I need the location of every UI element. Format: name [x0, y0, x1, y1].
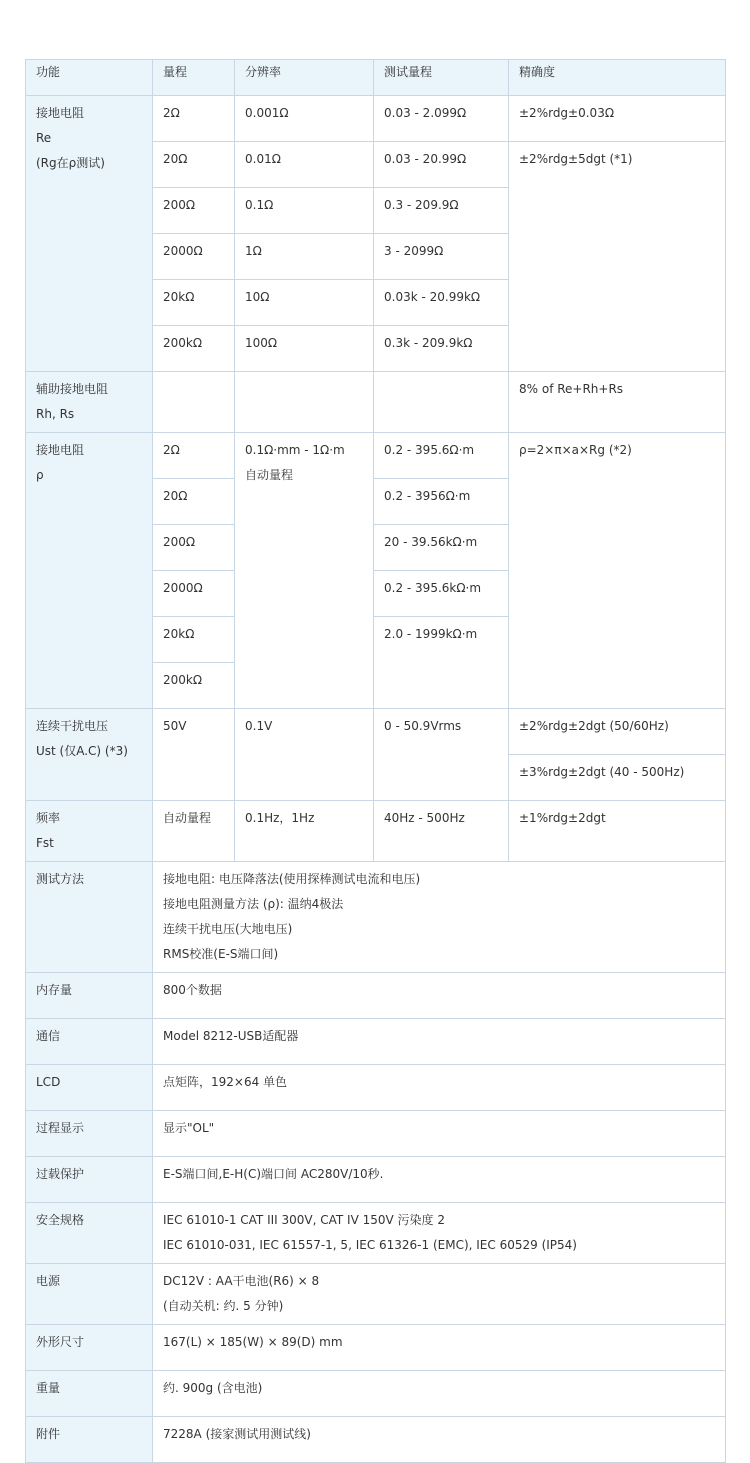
resolution-cell: 0.1Ω — [235, 188, 374, 234]
spec-label: 外形尺寸 — [26, 1325, 153, 1371]
spec-value — [153, 973, 726, 1019]
table-row — [26, 96, 726, 142]
spec-label: 过程显示 — [26, 1111, 153, 1157]
label-line: 辅助接地电阻 — [36, 382, 109, 396]
interference-label — [26, 709, 153, 801]
measuring-range-cell: 20 - 39.56kΩ·m — [374, 525, 509, 571]
frequency-label — [26, 801, 153, 862]
spec-label: 附件 — [26, 1417, 153, 1463]
range-cell: 2000Ω — [153, 234, 235, 280]
measuring-range-cell: 0.3 - 209.9Ω — [374, 188, 509, 234]
spec-row — [26, 1111, 726, 1157]
accuracy-cell: ±3%rdg±2dgt (40 - 500Hz) — [509, 755, 726, 801]
spec-row — [26, 1203, 726, 1264]
header-function: 功能 — [26, 60, 153, 96]
resolution-line: 0.1Ω·mm - 1Ω·m — [245, 443, 345, 457]
spec-value — [153, 862, 726, 973]
measuring-range-cell: 0.3k - 209.9kΩ — [374, 326, 509, 372]
resolution-cell: 0.001Ω — [235, 96, 374, 142]
spec-value — [153, 1325, 726, 1371]
accuracy-cell: 8% of Re+Rh+Rs — [509, 372, 726, 433]
resolution-cell: 0.01Ω — [235, 142, 374, 188]
spec-row — [26, 973, 726, 1019]
header-accuracy: 精确度 — [509, 60, 726, 96]
spec-value — [153, 1019, 726, 1065]
measuring-range-cell: 40Hz - 500Hz — [374, 801, 509, 862]
label-line: Ust (仅A.C) (*3) — [36, 744, 128, 758]
measuring-range-cell: 0.03k - 20.99kΩ — [374, 280, 509, 326]
accuracy-cell: ±2%rdg±2dgt (50/60Hz) — [509, 709, 726, 755]
measuring-range-cell: 2.0 - 1999kΩ·m — [374, 617, 509, 709]
spec-value-line: 约. 900g (含电池) — [163, 1381, 263, 1395]
range-cell — [153, 372, 235, 433]
range-cell: 20Ω — [153, 479, 235, 525]
spec-value-line: Model 8212-USB适配器 — [163, 1029, 299, 1043]
spec-value-line: 连续干扰电压(大地电压) — [163, 922, 293, 936]
resolution-cell: 100Ω — [235, 326, 374, 372]
resolution-cell — [235, 372, 374, 433]
resolution-cell: 0.1Hz，1Hz — [235, 801, 374, 862]
measuring-range-cell: 0.2 - 395.6kΩ·m — [374, 571, 509, 617]
label-line: ρ — [36, 468, 44, 482]
spec-value — [153, 1371, 726, 1417]
resolution-cell — [235, 433, 374, 709]
spec-value-line: (自动关机: 约. 5 分钟) — [163, 1299, 284, 1313]
header-row — [26, 60, 726, 96]
spec-label: 电源 — [26, 1264, 153, 1325]
spec-value-line: IEC 61010-1 CAT III 300V, CAT IV 150V 污染度 2 — [163, 1213, 445, 1227]
range-cell: 50V — [153, 709, 235, 801]
spec-value — [153, 1065, 726, 1111]
spec-value — [153, 1111, 726, 1157]
spec-value — [153, 1203, 726, 1264]
accuracy-cell: ρ=2×π×a×Rg (*2) — [509, 433, 726, 709]
measuring-range-cell: 3 - 2099Ω — [374, 234, 509, 280]
spec-value — [153, 1264, 726, 1325]
measuring-range-cell: 0.03 - 20.99Ω — [374, 142, 509, 188]
table-row — [26, 709, 726, 755]
resolution-cell: 0.1V — [235, 709, 374, 801]
range-cell: 200kΩ — [153, 326, 235, 372]
spec-row — [26, 1371, 726, 1417]
measuring-range-cell: 0.2 - 3956Ω·m — [374, 479, 509, 525]
spec-label: 内存量 — [26, 973, 153, 1019]
measuring-range-cell — [374, 372, 509, 433]
spec-value-line: 接地电阻测量方法 (ρ): 温纳4极法 — [163, 897, 344, 911]
spec-row — [26, 862, 726, 973]
spec-value-line: IEC 61010-031, IEC 61557-1, 5, IEC 61326-1 (EMC), IEC 60529 (IP54) — [163, 1238, 577, 1252]
measuring-range-cell: 0 - 50.9Vrms — [374, 709, 509, 801]
range-cell: 20kΩ — [153, 280, 235, 326]
spec-value-line: RMS校准(E-S端口间) — [163, 947, 279, 961]
measuring-range-cell: 0.03 - 2.099Ω — [374, 96, 509, 142]
spec-row — [26, 1264, 726, 1325]
spec-value-line: 800个数据 — [163, 983, 222, 997]
spec-row — [26, 1065, 726, 1111]
accuracy-cell: ±1%rdg±2dgt — [509, 801, 726, 862]
spec-value-line: E-S端口间,E-H(C)端口间 AC280V/10秒. — [163, 1167, 384, 1181]
aux-resistance-label — [26, 372, 153, 433]
range-cell: 2Ω — [153, 433, 235, 479]
header-resolution: 分辨率 — [235, 60, 374, 96]
spec-value — [153, 1157, 726, 1203]
spec-value-line: 显示"OL" — [163, 1121, 215, 1135]
spec-label: 安全规格 — [26, 1203, 153, 1264]
range-cell: 2000Ω — [153, 571, 235, 617]
table-row — [26, 801, 726, 862]
label-line: 接地电阻 — [36, 443, 85, 457]
label-line: Re — [36, 131, 52, 145]
measuring-range-cell: 0.2 - 395.6Ω·m — [374, 433, 509, 479]
range-cell: 2Ω — [153, 96, 235, 142]
resolution-cell: 10Ω — [235, 280, 374, 326]
earth-resistance-label — [26, 96, 153, 372]
spec-value-line: 点矩阵，192×64 单色 — [163, 1075, 288, 1089]
range-cell: 自动量程 — [153, 801, 235, 862]
spec-row — [26, 1325, 726, 1371]
accuracy-cell: ±2%rdg±5dgt (*1) — [509, 142, 726, 372]
range-cell: 200Ω — [153, 188, 235, 234]
range-cell: 200Ω — [153, 525, 235, 571]
label-line: (Rg在ρ测试) — [36, 156, 105, 170]
spec-value — [153, 1417, 726, 1463]
spec-value-line: 167(L) × 185(W) × 89(D) mm — [163, 1335, 343, 1349]
resolution-cell: 1Ω — [235, 234, 374, 280]
label-line: 频率 — [36, 811, 61, 825]
spec-label: 过载保护 — [26, 1157, 153, 1203]
spec-label: 通信 — [26, 1019, 153, 1065]
accuracy-cell: ±2%rdg±0.03Ω — [509, 96, 726, 142]
spec-value-line: 接地电阻: 电压降落法(使用探棒测试电流和电压) — [163, 872, 421, 886]
spec-row — [26, 1157, 726, 1203]
range-cell: 200kΩ — [153, 663, 235, 709]
spec-row — [26, 1417, 726, 1463]
spec-label: 重量 — [26, 1371, 153, 1417]
label-line: 接地电阻 — [36, 106, 85, 120]
spec-row — [26, 1019, 726, 1065]
spec-label: LCD — [26, 1065, 153, 1111]
range-cell: 20Ω — [153, 142, 235, 188]
table-row — [26, 433, 726, 479]
spec-value-line: 7228A (接家测试用测试线) — [163, 1427, 311, 1441]
table-row — [26, 372, 726, 433]
label-line: Rh, Rs — [36, 407, 75, 421]
header-range: 量程 — [153, 60, 235, 96]
resistivity-label — [26, 433, 153, 709]
spec-label: 测试方法 — [26, 862, 153, 973]
header-measuring-range: 测试量程 — [374, 60, 509, 96]
label-line: 连续干扰电压 — [36, 719, 109, 733]
spec-table — [25, 59, 726, 1463]
label-line: Fst — [36, 836, 54, 850]
resolution-line: 自动量程 — [245, 468, 294, 482]
range-cell: 20kΩ — [153, 617, 235, 663]
spec-value-line: DC12V : AA干电池(R6) × 8 — [163, 1274, 320, 1288]
